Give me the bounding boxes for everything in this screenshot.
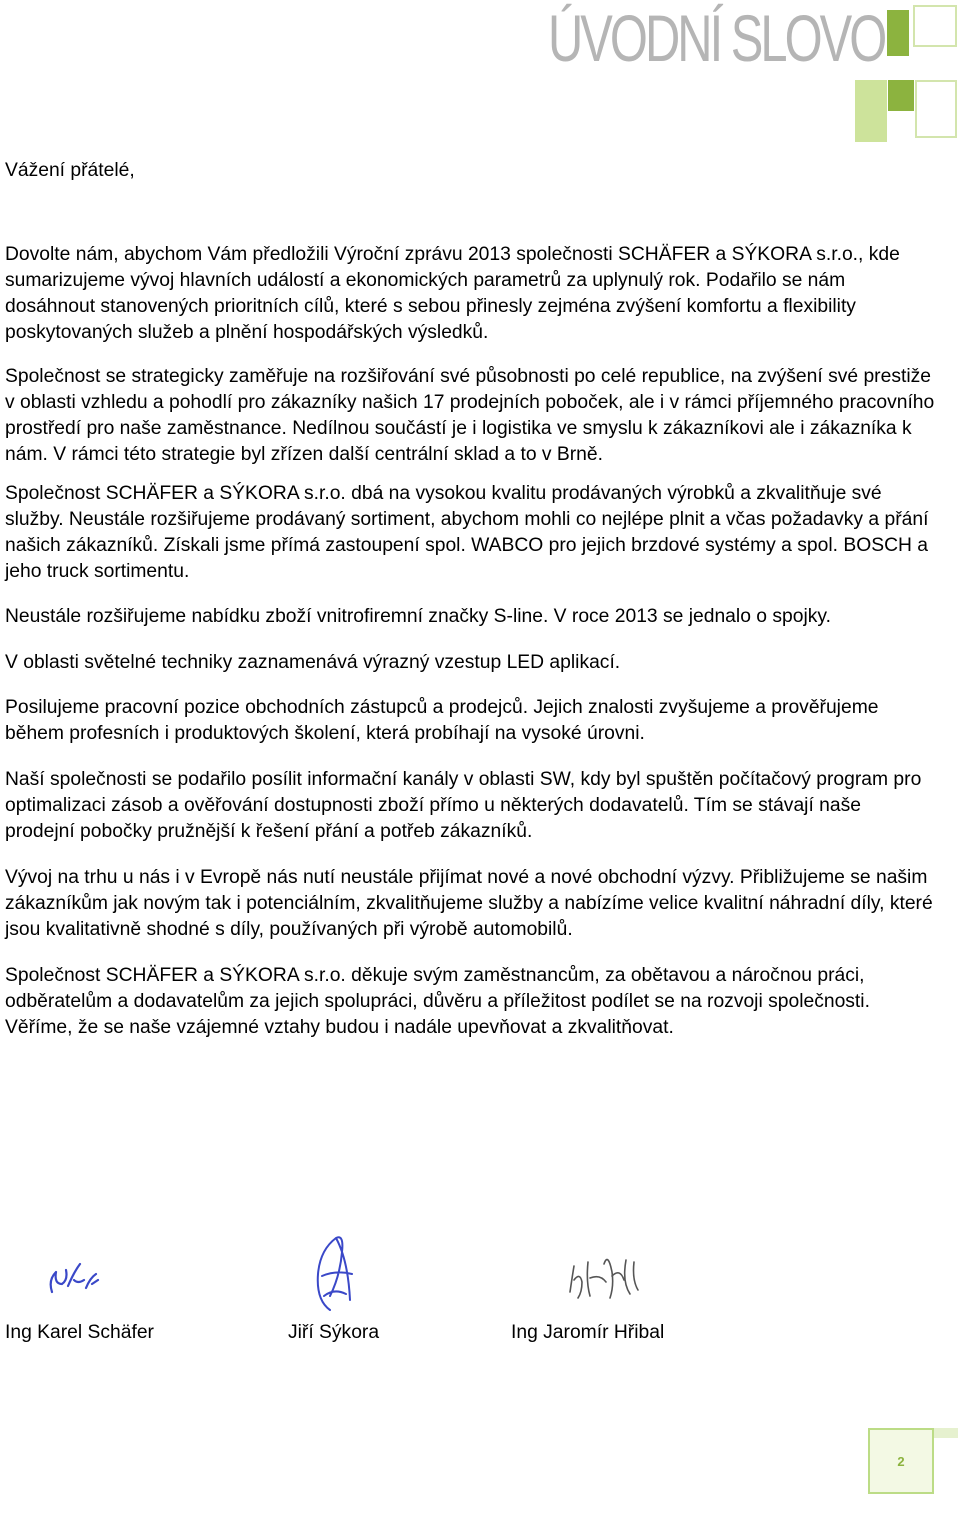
paragraph: V oblasti světelné techniky zaznamenává výrazný vzestup LED aplikací. — [5, 652, 621, 673]
page-number: 2 — [868, 1428, 934, 1494]
signature-jaromir-hribal — [560, 1242, 660, 1312]
paragraph: Neustále rozšiřujeme nabídku zboží vnitrofiremní značky S-line. V roce 2013 se jednalo o spojky. — [5, 606, 831, 627]
paragraph: Společnost SCHÄFER a SÝKORA s.r.o. dbá na vysokou kvalitu prodávaných výrobků a zkvalitňuje své služby. Neustále rozšiřujeme prodávaný sortiment, abychom mohli co nejlépe plnit a včas požadavky a přání našich zákazníků. Získali jsme přímá zastoupení spol. WABCO pro jejich brzdové systémy a spol. BOSCH a jeho truck sortimentu. — [5, 483, 929, 582]
header-square-light — [855, 80, 887, 142]
signature-karel-schafer — [40, 1250, 110, 1310]
header-square-dark — [887, 10, 909, 56]
signatory-name: Jiří Sýkora — [288, 1322, 380, 1343]
letter-body — [5, 158, 935, 1061]
signatory-name: Ing Karel Schäfer — [5, 1322, 154, 1343]
paragraph: Společnost SCHÄFER a SÝKORA s.r.o. děkuje svým zaměstnancům, za obětavou a náročnou práci, odběratelům a dodavatelům za jejich spolupráci, důvěru a příležitost podílet se na rozvoji společnosti. Věříme, že se naše vzájemné vztahy budou i nadále upevňovat a zkvalitňovat. — [5, 965, 870, 1038]
paragraph: Naší společnosti se podařilo posílit informační kanály v oblasti SW, kdy byl spuštěn počítačový program pro optimalizaci zásob a ověřování dostupnosti zboží přímo u některých dodavatelů. Tím se stávají naše prodejní pobočky pružnější k řešení přání a potřeb zákazníků. — [5, 769, 922, 842]
page-number-decoration — [934, 1428, 958, 1438]
paragraph: Dovolte nám, abychom Vám předložili Výroční zprávu 2013 společnosti SCHÄFER a SÝKORA s.r.o., kde sumarizujeme vývoj hlavních událostí a ekonomických parametrů za uplynulý rok. Podařilo se nám dosáhnout stanovených prioritních cílů, které s sebou přinesly zejména zvýšení komfortu a flexibility poskytovaných služeb a plnění hospodářských výsledků. — [5, 244, 900, 343]
signatures — [0, 1230, 960, 1320]
signatory-name: Ing Jaromír Hřibal — [511, 1322, 665, 1343]
paragraph: Posilujeme pracovní pozice obchodních zástupců a prodejců. Jejich znalosti zvyšujeme a prověřujeme během profesních i produktových školení, která probíhají na vysoké úrovni. — [5, 697, 879, 744]
paragraph: Vývoj na trhu u nás i v Evropě nás nutí neustále přijímat nové a nové obchodní výzvy. Přibližujeme se našim zákazníkům jak novým tak i potenciálním, zkvalitňujeme služby a nabízíme velice kvalitní náhradní díly, které jsou kvalitativně shodné s díly, používaných při výrobě automobilů. — [5, 867, 933, 940]
paragraph: Společnost se strategicky zaměřuje na rozšiřování své působnosti po celé republice, na zvýšení své prestiže v oblasti vzhledu a pohodlí pro zákazníky našich 17 prodejních poboček, ale i v rámci příjemného pracovního prostředí pro naše zaměstnance. Nedílnou součástí je i logistika ve smyslu k zákazníkovi ale i zákazníka k nám. V rámci této strategie byl zřízen další centrální sklad a to v Brně. — [5, 366, 935, 465]
header-square-dark-lower — [888, 80, 914, 111]
signature-jiri-sykora — [300, 1230, 370, 1320]
page-title: ÚVODNÍ SLOVO — [548, 1, 885, 75]
header-square-outline-lower — [915, 80, 957, 138]
greeting: Vážení přátelé, — [5, 160, 135, 181]
header-square-outline — [913, 5, 957, 47]
